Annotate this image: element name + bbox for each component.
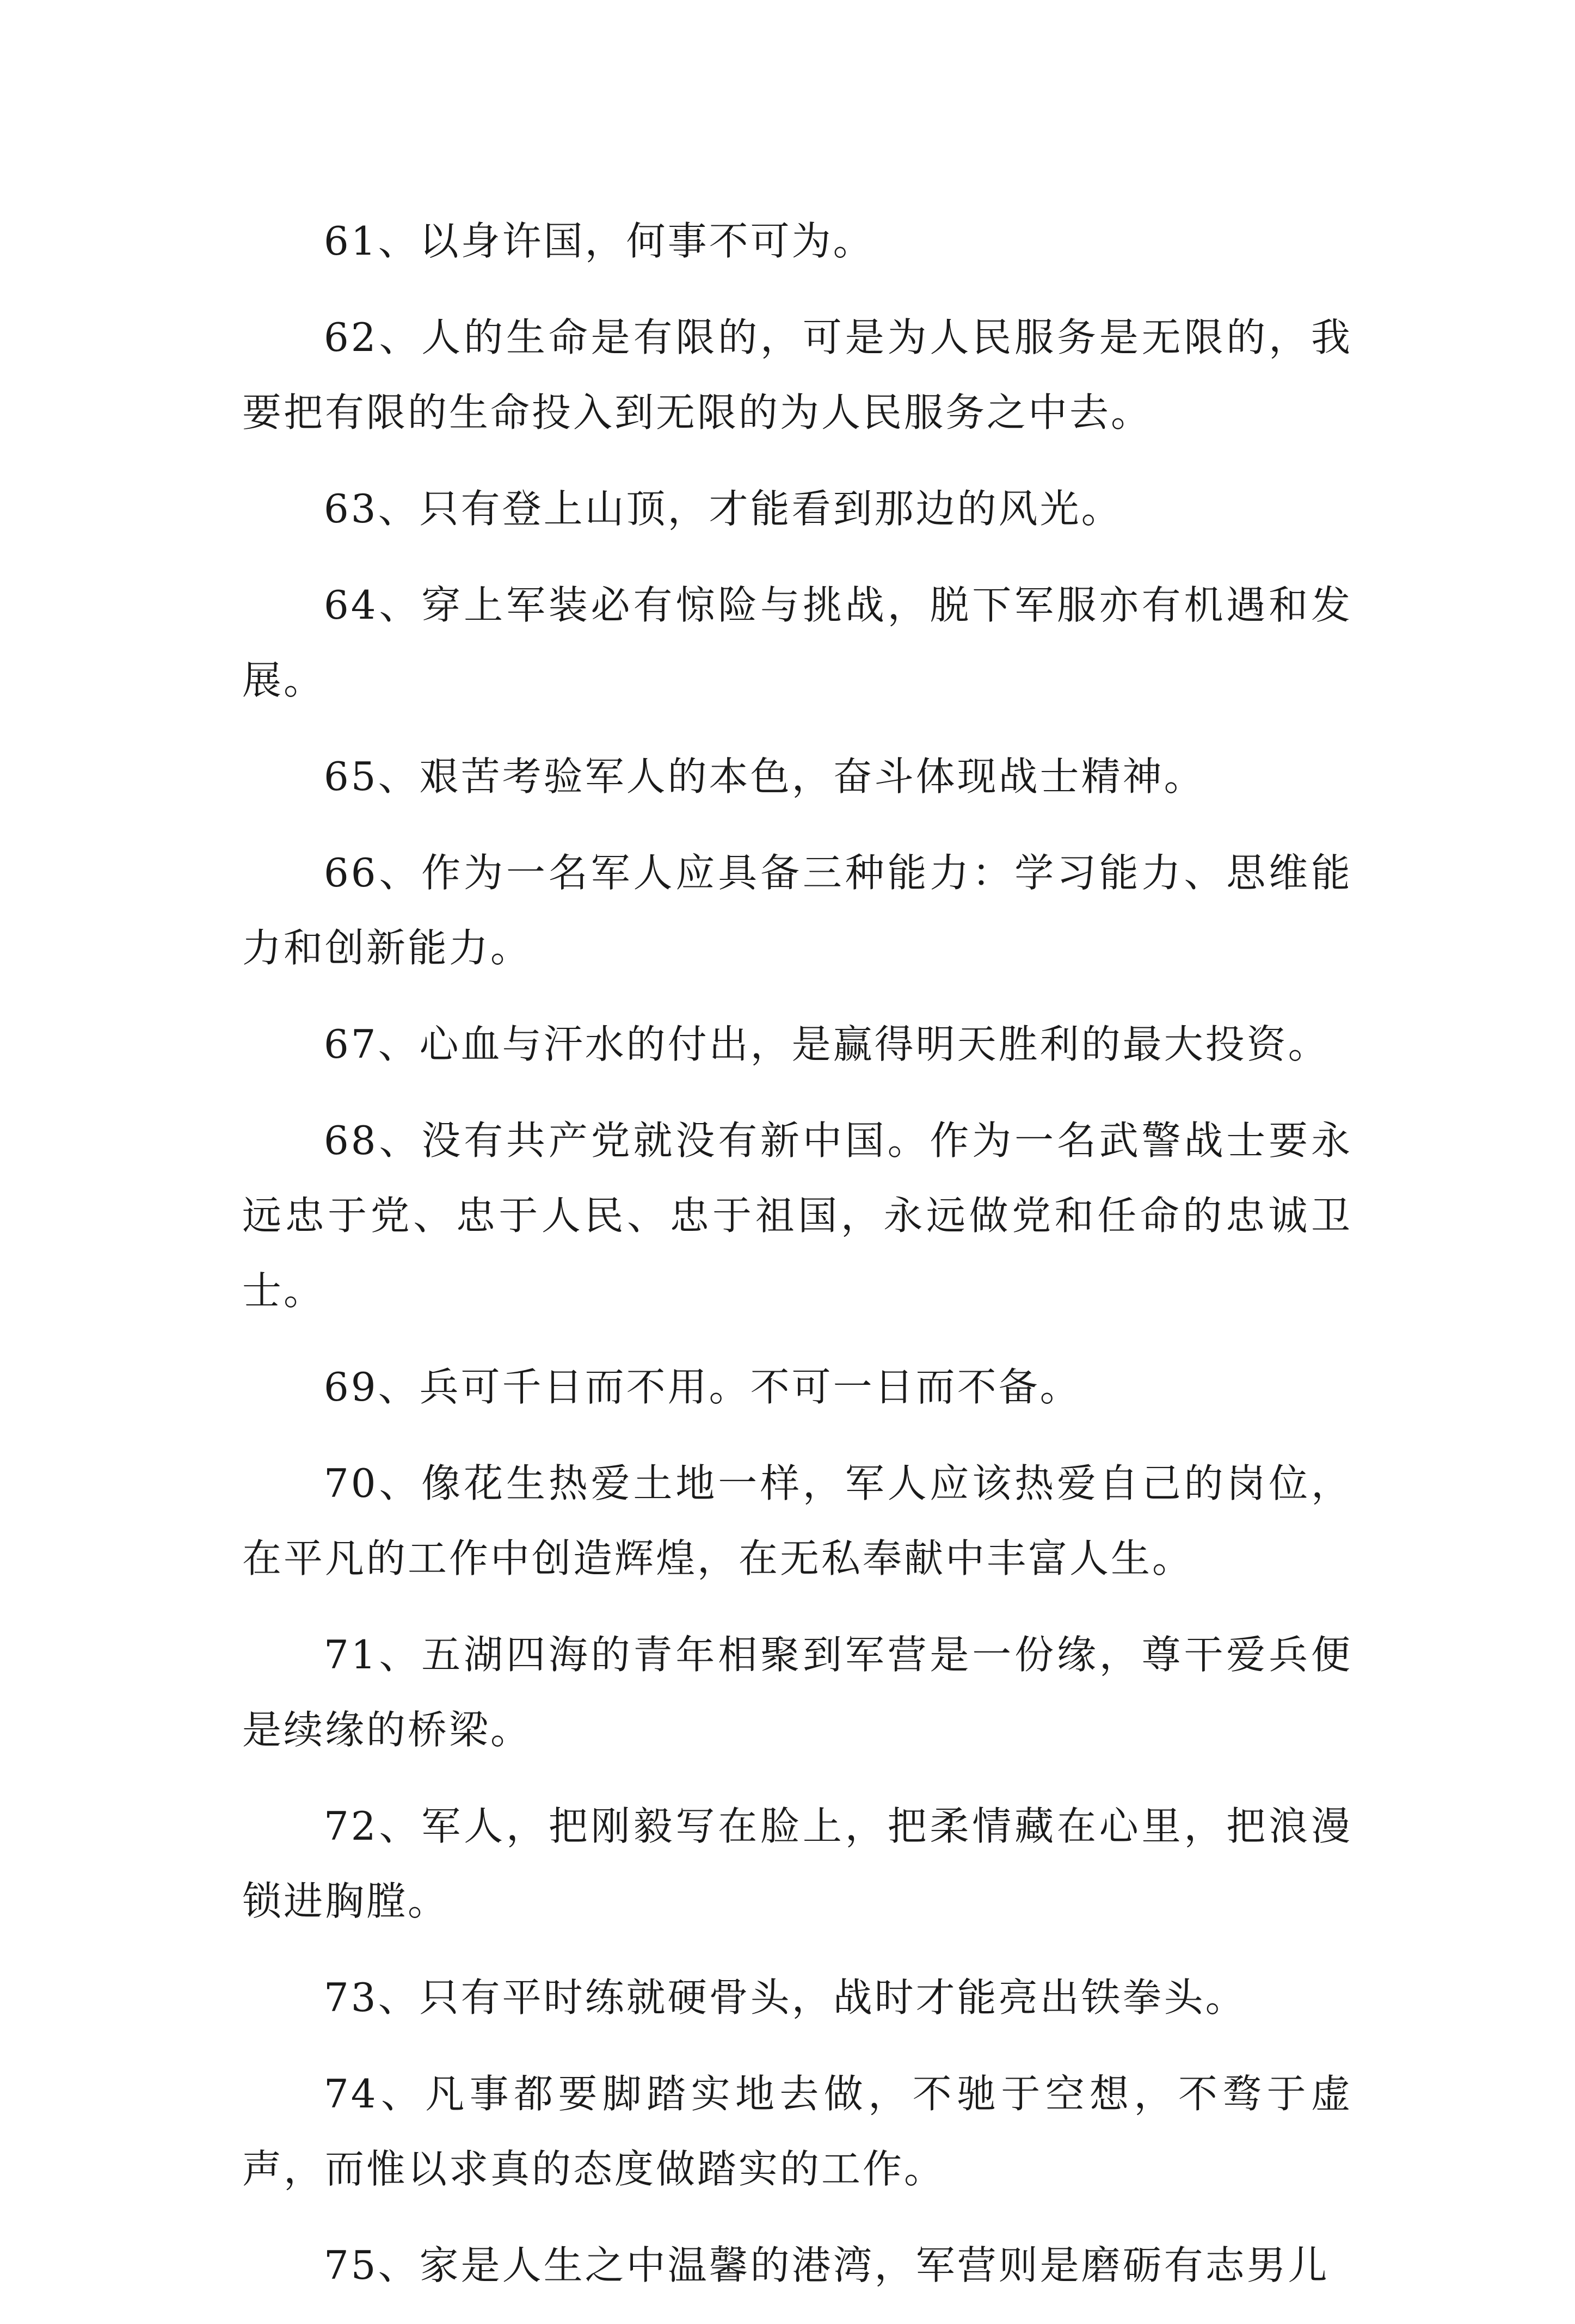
quote-70: 70、像花生热爱土地一样，军人应该热爱自己的岗位，在平凡的工作中创造辉煌，在无私奉献中丰富人生。 bbox=[242, 1460, 1352, 1581]
quote-62: 62、人的生命是有限的，可是为人民服务是无限的，我要把有限的生命投入到无限的为人民服务之中去。 bbox=[242, 315, 1352, 435]
quote-65: 65、艰苦考验军人的本色，奋斗体现战士精神。 bbox=[324, 754, 1205, 799]
quote-73: 73、只有平时练就硬骨头，战时才能亮出铁拳头。 bbox=[324, 1975, 1247, 2020]
quote-64: 64、穿上军装必有惊险与挑战，脱下军服亦有机遇和发展。 bbox=[242, 582, 1352, 703]
quote-67: 67、心血与汗水的付出，是赢得明天胜利的最大投资。 bbox=[324, 1021, 1330, 1067]
quote-74: 74、凡事都要脚踏实地去做，不驰于空想，不骛于虚声，而惟以求真的态度做踏实的工作。 bbox=[242, 2071, 1352, 2192]
quote-75: 75、家是人生之中温馨的港湾，军营则是磨砺有志男儿 bbox=[324, 2242, 1330, 2288]
quote-63: 63、只有登上山顶，才能看到那边的风光。 bbox=[324, 486, 1123, 532]
quote-68: 68、没有共产党就没有新中国。作为一名武警战士要永远忠于党、忠于人民、忠于祖国，永远做党和任命的忠诚卫士。 bbox=[242, 1118, 1352, 1314]
quote-72: 72、军人，把刚毅写在脸上，把柔情藏在心里，把浪漫锁进胸膛。 bbox=[242, 1803, 1352, 1924]
quote-66: 66、作为一名军人应具备三种能力：学习能力、思维能力和创新能力。 bbox=[242, 850, 1352, 971]
quote-71: 71、五湖四海的青年相聚到军营是一份缘，尊干爱兵便是续缘的桥梁。 bbox=[242, 1632, 1352, 1753]
quote-69: 69、兵可千日而不用。不可一日而不备。 bbox=[324, 1364, 1081, 1410]
quote-61: 61、以身许国，何事不可为。 bbox=[324, 218, 875, 264]
document-body bbox=[242, 204, 1352, 2324]
